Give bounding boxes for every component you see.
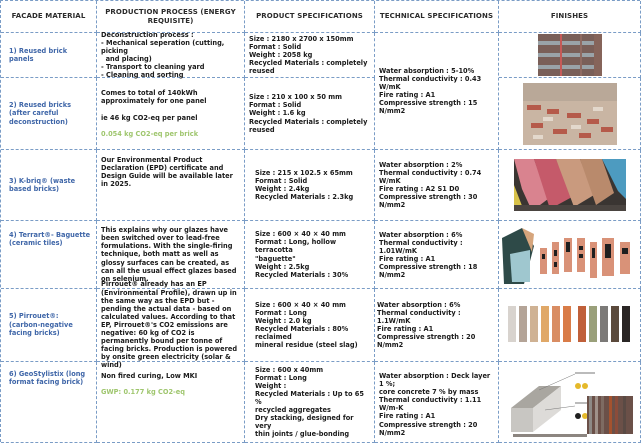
tech-line: Thermal conductivity : 1.01W/mK	[379, 239, 463, 256]
spec-line: Size : 600 x 40mm	[255, 365, 324, 374]
finish-image-cell	[499, 150, 641, 221]
product-specs-cell	[245, 362, 375, 443]
finish-image-cell	[499, 289, 641, 362]
production-process-cell	[97, 30, 245, 80]
process-line: ie 46 kg CO2-eq per panel	[101, 113, 198, 122]
tech-line: Water absorption : 6%	[379, 231, 463, 239]
material-name: 5) Pirrouet®: (carbon-negative facing bricks)	[1, 289, 97, 362]
process-line: Comes to total of 140kWh approximately for one panel	[101, 89, 207, 106]
co2-highlight: 0.054 kg CO2-eq per brick	[101, 129, 199, 138]
spec-line: Dry stacking, designed for very	[255, 414, 354, 431]
spec-line: Format : Solid	[255, 176, 308, 185]
product-specs-cell	[245, 150, 375, 221]
header-production-process: PRODUCTION PROCESS (ENERGY REQUISITE)	[97, 1, 245, 33]
technical-specs-cell	[375, 362, 499, 443]
spec-line: Weight : 2058 kg	[249, 50, 313, 59]
product-specs-cell	[245, 289, 375, 362]
production-process-cell	[97, 280, 245, 370]
process-line: and placing)	[101, 55, 152, 63]
finish-image-cell	[499, 221, 641, 289]
spec-line: Recycled Materials : 30%	[255, 270, 349, 279]
process-line: - Mechanical seperation (cutting, picking	[101, 38, 225, 55]
process-line: - Cleaning and sorting	[101, 71, 184, 80]
production-process-cell	[97, 221, 245, 289]
material-name: 6) GeoStylistix (long format facing brick)	[1, 362, 97, 443]
process-line: Deconstruction process :	[101, 30, 194, 39]
tech-line: Water absorption : Deck layer 1 %;	[379, 372, 491, 389]
material-name: 4) Terrart®- Baguette (ceramic tiles)	[1, 221, 97, 289]
tech-line: Thermal conductivity : 1.1W/mK	[377, 308, 461, 325]
tech-line: Fire rating : A1	[377, 325, 434, 333]
spec-line: Size : 2180 x 2700 x 150mm	[249, 34, 354, 43]
spec-line: Size : 210 x 100 x 50 mm	[249, 93, 342, 102]
header-finishes: FINISHES	[499, 1, 641, 33]
header-facade-material: FACADE MATERIAL	[1, 1, 97, 33]
process-line: - Transport to cleaning yard	[101, 63, 205, 72]
colored-kbriq-bricks-photo	[514, 159, 626, 211]
production-process-cell	[97, 78, 245, 150]
tech-line: Fire rating : A1	[379, 91, 436, 99]
spec-line: Format : Long	[255, 373, 307, 382]
tech-line: Water absorption : 5-10%	[379, 66, 475, 75]
technical-specs-cell	[375, 150, 499, 221]
header-product-specifications: PRODUCT SPECIFICATIONS	[245, 1, 375, 33]
gwp-highlight: GWP: 0.177 kg CO2-eq	[101, 388, 185, 397]
production-process-cell	[97, 150, 245, 221]
process-line: This explains why our glazes have been switched over to lead-free formulations. With the single-firing technique, both matt as well as glossy surfaces can be created, as can all the usual effect glazes based on selenium.	[101, 226, 237, 283]
material-name: 1) Reused brick panels	[1, 33, 97, 78]
process-line: Our Environmental Product Declaration (EPD) certificate and Design Guide will be available later in 2025.	[101, 156, 233, 189]
spec-line: Recycled Materials : completely	[249, 59, 368, 68]
geostylistix-brick-diagram	[505, 366, 635, 438]
spec-line: "baguette"	[255, 254, 296, 263]
spec-line: Size : 215 x 102.5 x 65mm	[255, 168, 353, 177]
product-specs-cell	[245, 33, 375, 78]
spec-line: reused	[249, 67, 275, 76]
technical-specs-cell	[375, 221, 499, 289]
spec-line: Weight : 2.4kg	[255, 185, 310, 193]
tech-line: Thermal conductivity : 1.11 W/m-K	[379, 396, 482, 413]
spec-line: Size : 600 × 40 × 40 mm	[255, 230, 346, 239]
tech-line: Compressive strength : 18 N/mm2	[379, 263, 478, 280]
spec-line: Format : Solid	[249, 101, 302, 110]
tech-line: Compressive strength : 30 N/mm2	[379, 193, 478, 210]
tech-line: Compressive strength : 20 N/mm2	[377, 333, 476, 350]
spec-line: Recycled Materials : 80% reclaimed	[255, 325, 349, 342]
tech-line: Fire rating : A1	[379, 412, 436, 421]
tech-line: core concrete 7 % by mass	[379, 388, 479, 397]
spec-line: Recycled Materials : 2.3kg	[255, 193, 354, 202]
spec-line: mineral residue (steel slag)	[255, 341, 358, 350]
material-name: 3) K-briq® (waste based bricks)	[1, 150, 97, 221]
tech-line: Compressive strength : 20 N/mm2	[379, 420, 478, 437]
spec-line: reused	[249, 125, 275, 134]
spec-line: Weight : 1.6 kg	[249, 109, 306, 118]
spec-line: thin joints / glue-bonding	[255, 430, 350, 439]
tech-line: Water absorption : 6%	[377, 300, 461, 309]
technical-specs-cell	[375, 289, 499, 362]
spec-line: Format : Solid	[249, 42, 302, 51]
pirrouet-brick-color-samples	[508, 306, 632, 344]
spec-line: Weight : 2.5kg	[255, 262, 310, 271]
spec-line: Recycled Materials : completely	[249, 117, 368, 126]
process-line: Pirrouet® already has an EP (Environmental Profile), drawn up in the same way as the EPD but - pending the actual data - based on calculated values. According to that EP, Pirrouet®'s CO2 emissions are negative: 60 kg of CO2 is permanently bound per tonne of facing bricks. Production is powered by onsite green electricity (solar & wind)	[101, 280, 238, 370]
process-line: Non fired curing, Low MKI	[101, 372, 198, 380]
finish-image-cell	[499, 33, 641, 78]
spec-line: Format : Long	[255, 308, 307, 317]
tech-line: Water absorption : 2%	[379, 160, 463, 169]
spec-line: Weight : 2.0 kg	[255, 316, 312, 325]
spec-line: recycled aggregates	[255, 406, 331, 415]
spec-line: Size : 600 × 40 × 40 mm	[255, 300, 346, 309]
finish-image-cell	[499, 78, 641, 150]
product-specs-cell	[245, 221, 375, 289]
header-technical-specifications: TECHNICAL SPECIFICATIONS	[375, 1, 499, 33]
brick-panel-building-photo	[538, 34, 602, 76]
tech-line: Thermal conductivity : 0.43 W/mK	[379, 74, 482, 91]
terracotta-baguette-profiles-photo	[500, 224, 640, 286]
product-specs-cell	[245, 78, 375, 150]
production-process-cell	[97, 362, 245, 443]
reused-bricks-pile-photo	[523, 83, 617, 145]
tech-line: Thermal conductivity : 0.74 W/mK	[379, 168, 482, 185]
spec-line: Recycled Materials : Up to 65 %	[255, 389, 364, 406]
spec-line: Weight :	[255, 381, 287, 390]
material-name: 2) Reused bricks (after careful deconstruction)	[1, 78, 97, 150]
tech-line: Fire rating : A2 S1 D0	[379, 185, 460, 193]
tech-line: Compressive strength : 15 N/mm2	[379, 99, 478, 116]
finish-image-cell	[499, 362, 641, 443]
spec-line: Format : Long, hollow terracotta	[255, 238, 337, 255]
tech-line: Fire rating : A1	[379, 255, 436, 264]
technical-specs-cell	[375, 33, 499, 150]
